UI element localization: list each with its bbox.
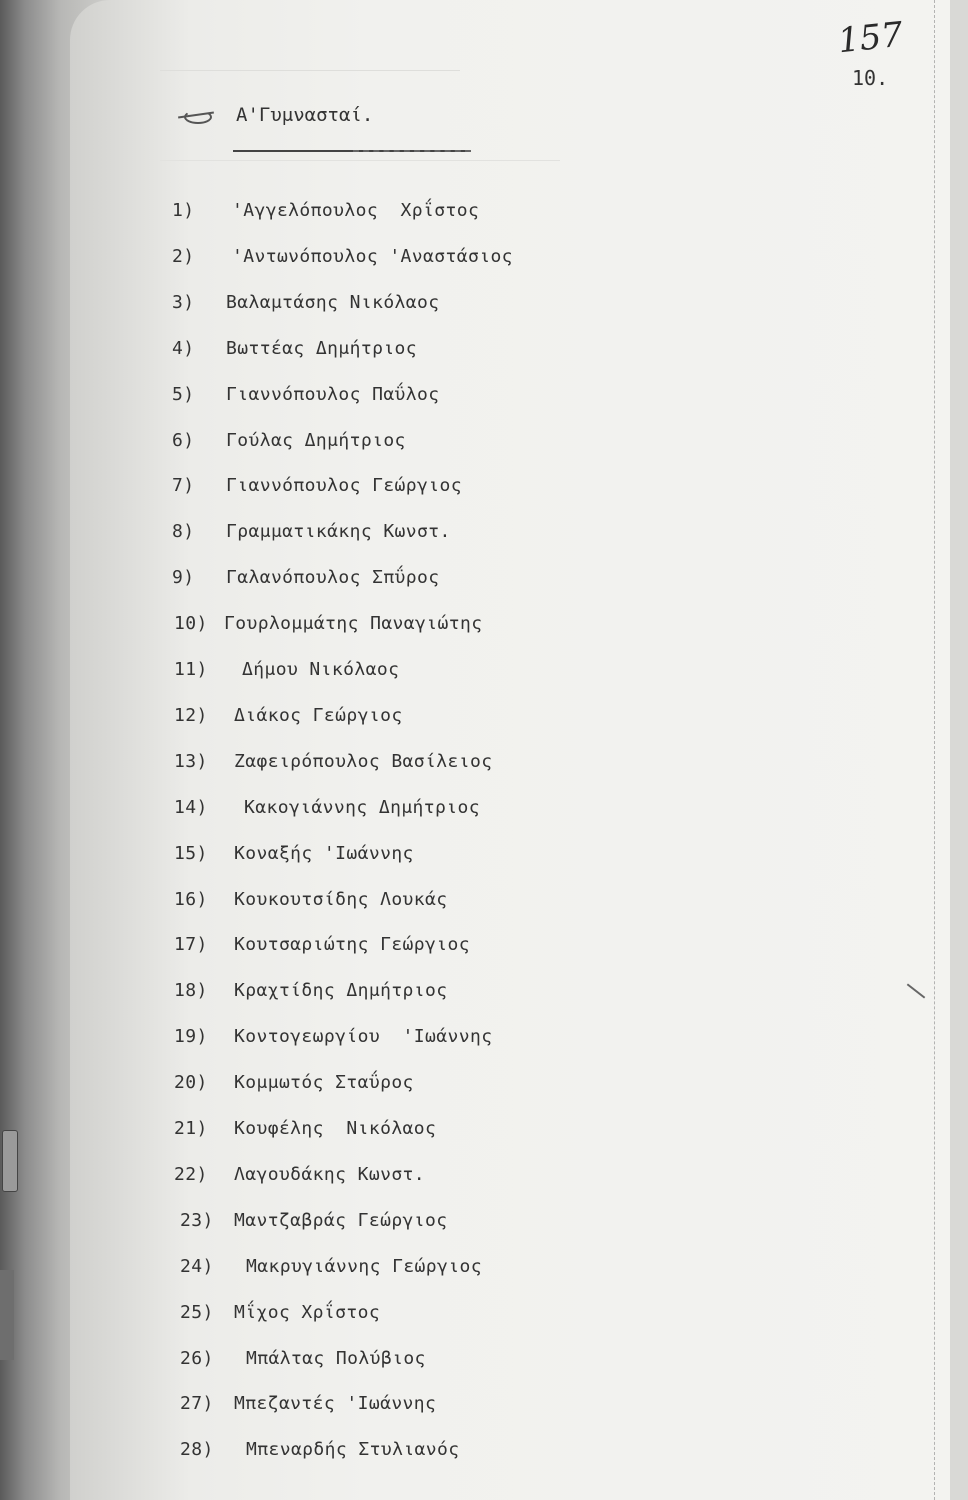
entry-name: 'Αγγελόπουλος Χρΐστος	[232, 200, 480, 221]
entry-name: Μπεζαντές 'Ιωάννης	[234, 1393, 437, 1414]
entry-name: Κοναξής 'Ιωάννης	[234, 843, 414, 864]
entry-number: 12)	[174, 705, 208, 726]
entry-number: 28)	[180, 1439, 214, 1460]
entry-number: 6)	[172, 430, 195, 451]
heading-underline	[233, 150, 471, 152]
entry-name: Λαγουδάκης Κωνστ.	[234, 1164, 426, 1185]
heading-text: Α'Γυμνασταί.	[236, 104, 374, 126]
page-edge	[934, 0, 938, 1500]
entry-name: Μπεναρδής Στυλιανός	[246, 1439, 460, 1460]
struck-out-mark	[178, 108, 214, 122]
entry-name: Κουφέλης Νικόλαος	[234, 1118, 437, 1139]
entry-name: Γούλας Δημήτριος	[226, 430, 406, 451]
entry-number: 3)	[172, 292, 195, 313]
entry-number: 10)	[174, 613, 208, 634]
entry-name: Κομμωτός Σταΰρος	[234, 1072, 414, 1093]
entry-name: Γουρλομμάτης Παναγιώτης	[224, 613, 483, 634]
entry-name: Κακογιάννης Δημήτριος	[244, 797, 480, 818]
entry-name: Κουκουτσίδης Λουκάς	[234, 889, 448, 910]
entry-name: Γραμματικάκης Κωνστ.	[226, 521, 451, 542]
entry-number: 2)	[172, 246, 195, 267]
entry-name: Βωττέας Δημήτριος	[226, 338, 418, 359]
entry-name: Διάκος Γεώργιος	[234, 705, 403, 726]
spine-tag	[0, 1270, 14, 1360]
entry-number: 1)	[172, 200, 195, 221]
entry-name: 'Αντωνόπουλος 'Αναστάσιος	[232, 246, 513, 267]
heading	[178, 104, 373, 126]
entry-number: 13)	[174, 751, 208, 772]
entry-number: 24)	[180, 1256, 214, 1277]
entry-name: Μαντζαβράς Γεώργιος	[234, 1210, 448, 1231]
entry-number: 22)	[174, 1164, 208, 1185]
entry-number: 16)	[174, 889, 208, 910]
spine-label	[2, 1130, 18, 1192]
entry-number: 11)	[174, 659, 208, 680]
entry-number: 18)	[174, 980, 208, 1001]
entry-name: Κουτσαριώτης Γεώργιος	[234, 934, 470, 955]
entry-name: Ζαφειρόπουλος Βασίλειος	[234, 751, 493, 772]
entry-number: 25)	[180, 1302, 214, 1323]
entry-number: 15)	[174, 843, 208, 864]
entry-number: 17)	[174, 934, 208, 955]
entry-name: Κοντογεωργίου 'Ιωάννης	[234, 1026, 493, 1047]
page-number: 10.	[852, 66, 889, 90]
entry-name: Μΐχος Χρΐστος	[234, 1302, 381, 1323]
entry-number: 26)	[180, 1348, 214, 1369]
entry-number: 27)	[180, 1393, 214, 1414]
entry-name: Γιαννόπουλος Γεώργιος	[226, 475, 462, 496]
entry-number: 14)	[174, 797, 208, 818]
entry-number: 8)	[172, 521, 195, 542]
entry-name: Μακρυγιάννης Γεώργιος	[246, 1256, 482, 1277]
entry-name: Κραχτίδης Δημήτριος	[234, 980, 448, 1001]
entry-number: 19)	[174, 1026, 208, 1047]
entry-number: 7)	[172, 475, 195, 496]
entry-number: 20)	[174, 1072, 208, 1093]
folio-mark: 157	[836, 14, 905, 62]
entry-name: Γαλανόπουλος Σπΰρος	[226, 567, 440, 588]
entry-number: 4)	[172, 338, 195, 359]
entry-name: Δήμου Νικόλαος	[242, 659, 400, 680]
entry-number: 21)	[174, 1118, 208, 1139]
entry-name: Γιαννόπουλος Παΰλος	[226, 384, 440, 405]
entry-number: 23)	[180, 1210, 214, 1231]
entry-name: Βαλαμτάσης Νικόλαος	[226, 292, 440, 313]
entry-number: 9)	[172, 567, 195, 588]
entry-name: Μπάλτας Πολύβιος	[246, 1348, 426, 1369]
entry-number: 5)	[172, 384, 195, 405]
